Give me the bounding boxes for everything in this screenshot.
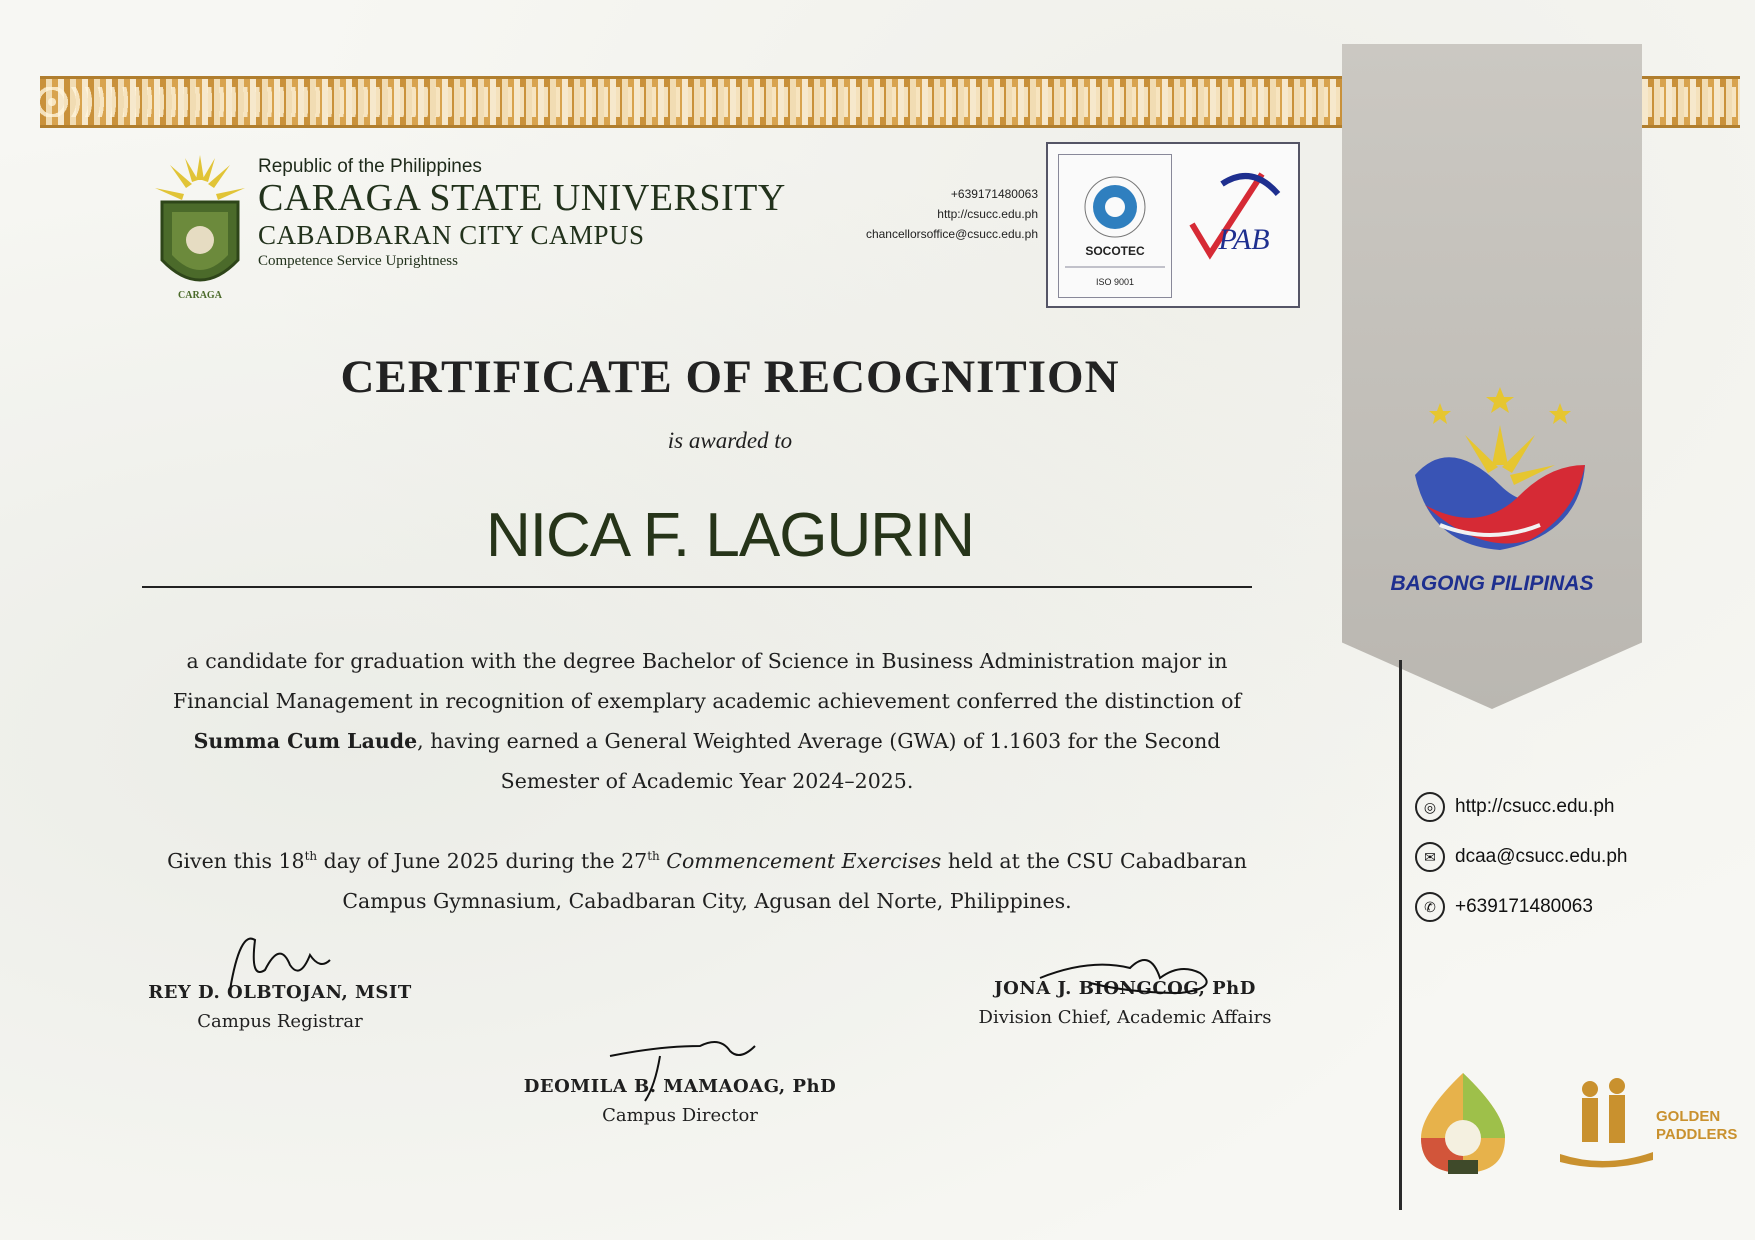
university-header — [258, 156, 786, 270]
top-email: chancellorsoffice@csucc.edu.ph — [865, 227, 1038, 241]
sidebar-divider — [1399, 660, 1402, 1210]
signatory-name: JONA J. BIONGCOG, PhD — [994, 978, 1256, 999]
given-event: Commencement Exercises — [659, 848, 942, 873]
university-name: CARAGA STATE UNIVERSITY — [258, 177, 786, 219]
signature-division-chief-icon — [1030, 938, 1230, 1008]
university-seal-icon — [150, 150, 250, 310]
given-sup-2: th — [647, 849, 660, 863]
sidebar-phone — [1415, 892, 1593, 922]
name-underline — [142, 586, 1252, 588]
certificate-title: CERTIFICATE OF RECOGNITION — [340, 351, 1120, 403]
signatory-name: DEOMILA B. MAMAOAG, PhD — [523, 1076, 837, 1097]
republic-label: Republic of the Philippines — [258, 156, 482, 177]
phone-icon: ✆ — [1415, 892, 1445, 922]
given-statement — [142, 836, 1272, 921]
signature-campus-director-icon — [600, 1026, 770, 1106]
seal-text: CARAGA — [178, 290, 222, 301]
university-motto: Competence Service Uprightness — [258, 253, 458, 269]
sidebar-email — [1415, 842, 1627, 872]
signatory-division-chief — [960, 978, 1290, 1028]
golden-paddlers-figures-icon — [1555, 1074, 1655, 1174]
certification-box — [1046, 142, 1300, 308]
globe-icon: ◎ — [1415, 792, 1445, 822]
signatory-name: REY D. OLBTOJAN, MSIT — [148, 982, 412, 1003]
bagong-pilipinas-label: BAGONG PILIPINAS — [1390, 572, 1594, 595]
given-part-2: day of June 2025 during the 27 — [317, 848, 648, 873]
socotec-icon — [1059, 155, 1171, 297]
recipient-name: NICA F. LAGURIN — [486, 501, 974, 570]
signatory-title: Division Chief, Academic Affairs — [978, 1007, 1272, 1028]
signatory-campus-director — [520, 1076, 840, 1126]
given-part-1: Given this 18 — [167, 848, 305, 873]
given-part-3: held at the CSU Cabadbaran Campus Gymnasium, Cabadbaran City, Agusan del Norte, Philippines. — [342, 848, 1247, 913]
signature-registrar-icon — [210, 920, 350, 1010]
campus-emblem-icon — [1410, 1068, 1516, 1178]
signatory-registrar — [130, 982, 430, 1032]
signatory-title: Campus Registrar — [197, 1011, 363, 1032]
signatory-title: Campus Director — [602, 1105, 758, 1126]
awarded-to-label: is awarded to — [667, 428, 793, 453]
top-contact — [780, 184, 1038, 244]
top-phone: +639171480063 — [950, 187, 1038, 201]
top-website: http://csucc.edu.ph — [937, 207, 1038, 221]
distinction: Summa Cum Laude — [193, 729, 418, 753]
pab-icon — [1182, 154, 1286, 296]
certificate-body — [142, 641, 1272, 801]
bagong-pilipinas-logo-icon — [1400, 375, 1600, 575]
pab-badge — [1182, 154, 1286, 296]
golden-paddlers-label: GOLDEN PADDLERS — [1656, 1108, 1738, 1143]
pab-label: PAB — [1218, 223, 1270, 256]
given-sup-1: th — [304, 849, 318, 863]
iso-label: ISO 9001 — [1095, 277, 1135, 287]
socotec-badge — [1058, 154, 1172, 298]
sidebar-email-text: dcaa@csucc.edu.ph — [1455, 846, 1628, 867]
sidebar-phone-text: +639171480063 — [1455, 896, 1593, 917]
body-part-2: , having earned a General Weighted Average (GWA) of 1.1603 for the Second Semester of Academic Year 2024–2025. — [417, 729, 1221, 793]
sidebar-website-text: http://csucc.edu.ph — [1455, 796, 1615, 817]
sidebar-website — [1415, 792, 1615, 822]
socotec-label: SOCOTEC — [1085, 244, 1145, 258]
body-part-1: a candidate for graduation with the degree Bachelor of Science in Business Administration major in Financial Management in recognition of exemplary academic achievement conferred the distinction of — [172, 649, 1242, 713]
envelope-icon: ✉ — [1415, 842, 1445, 872]
campus-name: CABADBARAN CITY CAMPUS — [258, 220, 645, 250]
